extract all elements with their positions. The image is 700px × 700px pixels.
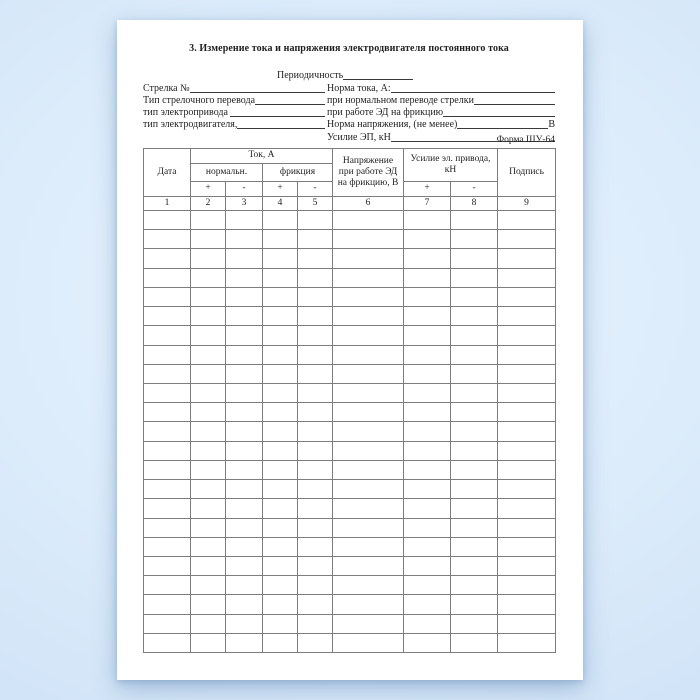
- field-label: Усилие ЭП, кН: [327, 131, 391, 143]
- header-friction: фрикция: [263, 164, 333, 182]
- empty-cell: [404, 537, 451, 556]
- empty-cell: [333, 460, 404, 479]
- header-voltage: [333, 149, 404, 197]
- empty-cell: [263, 576, 298, 595]
- empty-cell: [298, 460, 333, 479]
- empty-table-row: [144, 249, 556, 268]
- empty-cell: [451, 460, 498, 479]
- empty-cell: [226, 230, 263, 249]
- empty-cell: [451, 403, 498, 422]
- empty-table-row: [144, 364, 556, 383]
- empty-cell: [226, 595, 263, 614]
- empty-cell: [333, 268, 404, 287]
- empty-cell: [191, 595, 226, 614]
- empty-table-row: [144, 595, 556, 614]
- empty-table-row: [144, 345, 556, 364]
- empty-cell: [333, 537, 404, 556]
- empty-cell: [498, 441, 556, 460]
- field-label: тип электропривода: [143, 107, 231, 119]
- form-line-switch-type: [143, 94, 555, 106]
- form-line-strelka: [143, 81, 555, 93]
- empty-cell: [144, 422, 191, 441]
- empty-cell: [451, 287, 498, 306]
- column-number: 1: [144, 197, 191, 211]
- empty-table-row: [144, 633, 556, 652]
- empty-cell: [298, 576, 333, 595]
- header-plus-sign: +: [191, 182, 226, 197]
- header-force-line2: кН: [444, 165, 457, 175]
- empty-cell: [144, 633, 191, 652]
- empty-cell: [404, 268, 451, 287]
- header-plus-sign: +: [263, 182, 298, 197]
- empty-cell: [451, 556, 498, 575]
- empty-cell: [144, 364, 191, 383]
- empty-cell: [404, 249, 451, 268]
- empty-cell: [144, 556, 191, 575]
- empty-cell: [226, 460, 263, 479]
- empty-cell: [263, 518, 298, 537]
- field-label-periodicity: Периодичность: [277, 70, 344, 82]
- header-voltage-line1: Напряжение: [342, 155, 394, 166]
- empty-table-row: [144, 403, 556, 422]
- empty-cell: [226, 249, 263, 268]
- empty-cell: [191, 249, 226, 268]
- empty-cell: [263, 460, 298, 479]
- empty-cell: [451, 230, 498, 249]
- empty-cell: [404, 345, 451, 364]
- empty-cell: [333, 403, 404, 422]
- header-voltage-line3: на фрикцию, В: [337, 178, 399, 189]
- empty-cell: [226, 364, 263, 383]
- empty-cell: [144, 383, 191, 402]
- empty-cell: [404, 460, 451, 479]
- empty-cell: [498, 556, 556, 575]
- empty-cell: [226, 345, 263, 364]
- form-line-motor-type: [143, 118, 555, 130]
- empty-cell: [451, 307, 498, 326]
- empty-cell: [191, 441, 226, 460]
- empty-cell: [191, 345, 226, 364]
- empty-cell: [226, 441, 263, 460]
- empty-cell: [191, 364, 226, 383]
- measurement-table: [143, 148, 556, 653]
- empty-cell: [226, 403, 263, 422]
- empty-cell: [226, 480, 263, 499]
- empty-cell: [263, 595, 298, 614]
- empty-cell: [226, 268, 263, 287]
- empty-cell: [498, 211, 556, 230]
- empty-cell: [451, 633, 498, 652]
- empty-cell: [333, 211, 404, 230]
- empty-cell: [404, 499, 451, 518]
- empty-cell: [263, 383, 298, 402]
- empty-cell: [263, 422, 298, 441]
- header-signature: Подпись: [498, 149, 556, 197]
- empty-cell: [498, 537, 556, 556]
- empty-cell: [404, 441, 451, 460]
- empty-cell: [498, 576, 556, 595]
- empty-cell: [263, 556, 298, 575]
- field-label: Стрелка №: [143, 82, 190, 94]
- empty-cell: [263, 287, 298, 306]
- empty-table-row: [144, 480, 556, 499]
- empty-cell: [298, 422, 333, 441]
- empty-table-row: [144, 518, 556, 537]
- empty-cell: [451, 441, 498, 460]
- form-code-label: Форма ШУ-64: [496, 135, 555, 145]
- empty-cell: [226, 556, 263, 575]
- empty-cell: [451, 326, 498, 345]
- form-line-drive-type: [143, 106, 555, 118]
- empty-cell: [144, 268, 191, 287]
- empty-cell: [226, 422, 263, 441]
- empty-cell: [144, 230, 191, 249]
- field-underline: [343, 71, 413, 80]
- field-underline: [474, 96, 555, 105]
- header-voltage-line2: при работе ЭД: [338, 166, 398, 177]
- empty-cell: [226, 576, 263, 595]
- field-underline: [391, 84, 555, 93]
- column-number: 2: [191, 197, 226, 211]
- empty-cell: [144, 576, 191, 595]
- empty-cell: [191, 326, 226, 345]
- empty-cell: [191, 633, 226, 652]
- empty-cell: [191, 268, 226, 287]
- empty-cell: [263, 441, 298, 460]
- empty-cell: [144, 441, 191, 460]
- empty-cell: [298, 268, 333, 287]
- empty-cell: [451, 518, 498, 537]
- empty-cell: [298, 403, 333, 422]
- empty-cell: [404, 403, 451, 422]
- empty-cell: [144, 403, 191, 422]
- empty-cell: [333, 518, 404, 537]
- empty-cell: [451, 364, 498, 383]
- field-underline: [190, 84, 325, 93]
- empty-cell: [226, 211, 263, 230]
- empty-cell: [498, 614, 556, 633]
- empty-cell: [451, 576, 498, 595]
- column-number: 4: [263, 197, 298, 211]
- empty-cell: [298, 537, 333, 556]
- empty-cell: [144, 326, 191, 345]
- empty-table-row: [144, 556, 556, 575]
- empty-cell: [298, 249, 333, 268]
- empty-cell: [498, 422, 556, 441]
- document-page: [117, 20, 583, 680]
- empty-table-row: [144, 441, 556, 460]
- empty-cell: [298, 499, 333, 518]
- column-number: 8: [451, 197, 498, 211]
- empty-cell: [144, 307, 191, 326]
- empty-cell: [333, 441, 404, 460]
- empty-cell: [451, 249, 498, 268]
- empty-cell: [263, 211, 298, 230]
- empty-cell: [226, 614, 263, 633]
- field-label: при работе ЭД на фрикцию: [327, 107, 444, 119]
- empty-cell: [298, 307, 333, 326]
- empty-cell: [144, 460, 191, 479]
- empty-cell: [404, 518, 451, 537]
- empty-cell: [451, 345, 498, 364]
- empty-cell: [498, 480, 556, 499]
- empty-cell: [333, 287, 404, 306]
- header-force-line1: Усилие эл. привода,: [410, 153, 491, 164]
- empty-cell: [498, 403, 556, 422]
- empty-cell: [404, 326, 451, 345]
- empty-cell: [226, 287, 263, 306]
- header-minus-sign: -: [451, 182, 498, 197]
- empty-cell: [404, 307, 451, 326]
- column-number: 5: [298, 197, 333, 211]
- empty-cell: [191, 211, 226, 230]
- empty-cell: [144, 287, 191, 306]
- table-body-empty-rows: [144, 211, 556, 653]
- empty-cell: [404, 595, 451, 614]
- empty-cell: [333, 249, 404, 268]
- empty-cell: [191, 287, 226, 306]
- empty-cell: [144, 211, 191, 230]
- empty-cell: [404, 364, 451, 383]
- empty-table-row: [144, 287, 556, 306]
- empty-cell: [498, 326, 556, 345]
- empty-cell: [404, 480, 451, 499]
- form-line-force: [143, 130, 555, 142]
- empty-cell: [226, 499, 263, 518]
- empty-cell: [263, 326, 298, 345]
- empty-cell: [404, 633, 451, 652]
- empty-cell: [144, 345, 191, 364]
- empty-cell: [191, 537, 226, 556]
- empty-cell: [333, 345, 404, 364]
- field-underline: [230, 108, 325, 117]
- empty-cell: [498, 499, 556, 518]
- empty-cell: [404, 556, 451, 575]
- empty-cell: [263, 307, 298, 326]
- empty-cell: [498, 287, 556, 306]
- empty-cell: [333, 633, 404, 652]
- empty-cell: [263, 249, 298, 268]
- empty-cell: [333, 556, 404, 575]
- empty-cell: [263, 480, 298, 499]
- header-minus-sign: -: [226, 182, 263, 197]
- empty-table-row: [144, 326, 556, 345]
- empty-table-row: [144, 537, 556, 556]
- empty-cell: [226, 326, 263, 345]
- empty-cell: [498, 230, 556, 249]
- empty-cell: [191, 576, 226, 595]
- field-underline: [237, 120, 325, 129]
- empty-cell: [298, 364, 333, 383]
- empty-cell: [451, 499, 498, 518]
- empty-cell: [298, 345, 333, 364]
- empty-cell: [451, 480, 498, 499]
- empty-cell: [451, 268, 498, 287]
- field-label: Норма напряжения, (не менее): [327, 119, 458, 131]
- column-number: 7: [404, 197, 451, 211]
- header-plus-sign: +: [404, 182, 451, 197]
- empty-cell: [404, 383, 451, 402]
- empty-cell: [191, 614, 226, 633]
- empty-cell: [298, 556, 333, 575]
- empty-cell: [226, 518, 263, 537]
- header-minus-sign: -: [298, 182, 333, 197]
- empty-cell: [498, 595, 556, 614]
- empty-cell: [191, 230, 226, 249]
- empty-cell: [298, 230, 333, 249]
- empty-cell: [333, 480, 404, 499]
- empty-table-row: [144, 460, 556, 479]
- empty-table-row: [144, 576, 556, 595]
- empty-cell: [333, 499, 404, 518]
- empty-cell: [263, 268, 298, 287]
- empty-cell: [451, 211, 498, 230]
- empty-cell: [333, 595, 404, 614]
- empty-cell: [263, 537, 298, 556]
- column-number: 3: [226, 197, 263, 211]
- empty-cell: [498, 268, 556, 287]
- field-label: при нормальном переводе стрелки: [327, 94, 474, 106]
- empty-cell: [498, 633, 556, 652]
- field-label: Тип стрелочного перевода: [143, 94, 256, 106]
- empty-cell: [226, 383, 263, 402]
- header-current-group: Ток, А: [191, 149, 333, 164]
- empty-cell: [263, 364, 298, 383]
- empty-cell: [298, 480, 333, 499]
- empty-cell: [333, 364, 404, 383]
- empty-cell: [498, 345, 556, 364]
- empty-cell: [144, 249, 191, 268]
- empty-cell: [333, 230, 404, 249]
- empty-table-row: [144, 383, 556, 402]
- empty-cell: [404, 576, 451, 595]
- header-normal: нормальн.: [191, 164, 263, 182]
- field-underline: [255, 96, 325, 105]
- empty-cell: [498, 307, 556, 326]
- empty-cell: [144, 614, 191, 633]
- empty-cell: [451, 422, 498, 441]
- empty-cell: [498, 364, 556, 383]
- empty-cell: [191, 518, 226, 537]
- empty-cell: [144, 480, 191, 499]
- empty-table-row: [144, 422, 556, 441]
- empty-table-row: [144, 230, 556, 249]
- field-label: Норма тока, А:: [327, 82, 391, 94]
- header-date: Дата: [144, 149, 191, 197]
- empty-cell: [333, 307, 404, 326]
- empty-cell: [226, 307, 263, 326]
- empty-cell: [404, 614, 451, 633]
- header-force-group: [404, 149, 498, 182]
- empty-cell: [263, 633, 298, 652]
- empty-cell: [451, 537, 498, 556]
- empty-cell: [333, 422, 404, 441]
- empty-cell: [298, 595, 333, 614]
- empty-cell: [144, 518, 191, 537]
- empty-cell: [263, 499, 298, 518]
- empty-cell: [404, 422, 451, 441]
- empty-cell: [226, 633, 263, 652]
- empty-cell: [404, 211, 451, 230]
- field-label: тип электродвигателя,: [143, 119, 238, 131]
- empty-cell: [451, 595, 498, 614]
- empty-cell: [191, 403, 226, 422]
- empty-cell: [298, 326, 333, 345]
- column-number: 6: [333, 197, 404, 211]
- empty-cell: [498, 249, 556, 268]
- empty-cell: [298, 383, 333, 402]
- empty-cell: [191, 499, 226, 518]
- empty-cell: [263, 403, 298, 422]
- empty-cell: [333, 576, 404, 595]
- document-title: 3. Измерение тока и напряжения электродвигателя постоянного тока: [189, 43, 509, 54]
- empty-cell: [191, 383, 226, 402]
- empty-cell: [404, 230, 451, 249]
- empty-cell: [498, 518, 556, 537]
- empty-cell: [498, 460, 556, 479]
- empty-cell: [451, 383, 498, 402]
- empty-cell: [263, 614, 298, 633]
- empty-cell: [144, 595, 191, 614]
- empty-cell: [404, 287, 451, 306]
- empty-cell: [298, 614, 333, 633]
- field-underline: [457, 120, 548, 129]
- empty-cell: [333, 326, 404, 345]
- form-line-periodicity: [143, 69, 555, 81]
- empty-cell: [298, 211, 333, 230]
- empty-cell: [333, 383, 404, 402]
- empty-cell: [144, 537, 191, 556]
- empty-cell: [451, 614, 498, 633]
- empty-cell: [191, 556, 226, 575]
- form-header-fields: [143, 69, 555, 143]
- column-number: 9: [498, 197, 556, 211]
- empty-table-row: [144, 499, 556, 518]
- empty-cell: [333, 614, 404, 633]
- empty-table-row: [144, 268, 556, 287]
- empty-table-row: [144, 307, 556, 326]
- field-underline: [443, 108, 555, 117]
- empty-cell: [144, 499, 191, 518]
- empty-cell: [498, 383, 556, 402]
- empty-cell: [298, 441, 333, 460]
- empty-cell: [298, 287, 333, 306]
- empty-table-row: [144, 614, 556, 633]
- empty-cell: [191, 307, 226, 326]
- field-suffix: В: [548, 119, 555, 131]
- empty-cell: [263, 230, 298, 249]
- empty-cell: [263, 345, 298, 364]
- empty-table-row: [144, 211, 556, 230]
- empty-cell: [298, 633, 333, 652]
- empty-cell: [298, 518, 333, 537]
- empty-cell: [191, 460, 226, 479]
- empty-cell: [191, 422, 226, 441]
- empty-cell: [226, 537, 263, 556]
- empty-cell: [191, 480, 226, 499]
